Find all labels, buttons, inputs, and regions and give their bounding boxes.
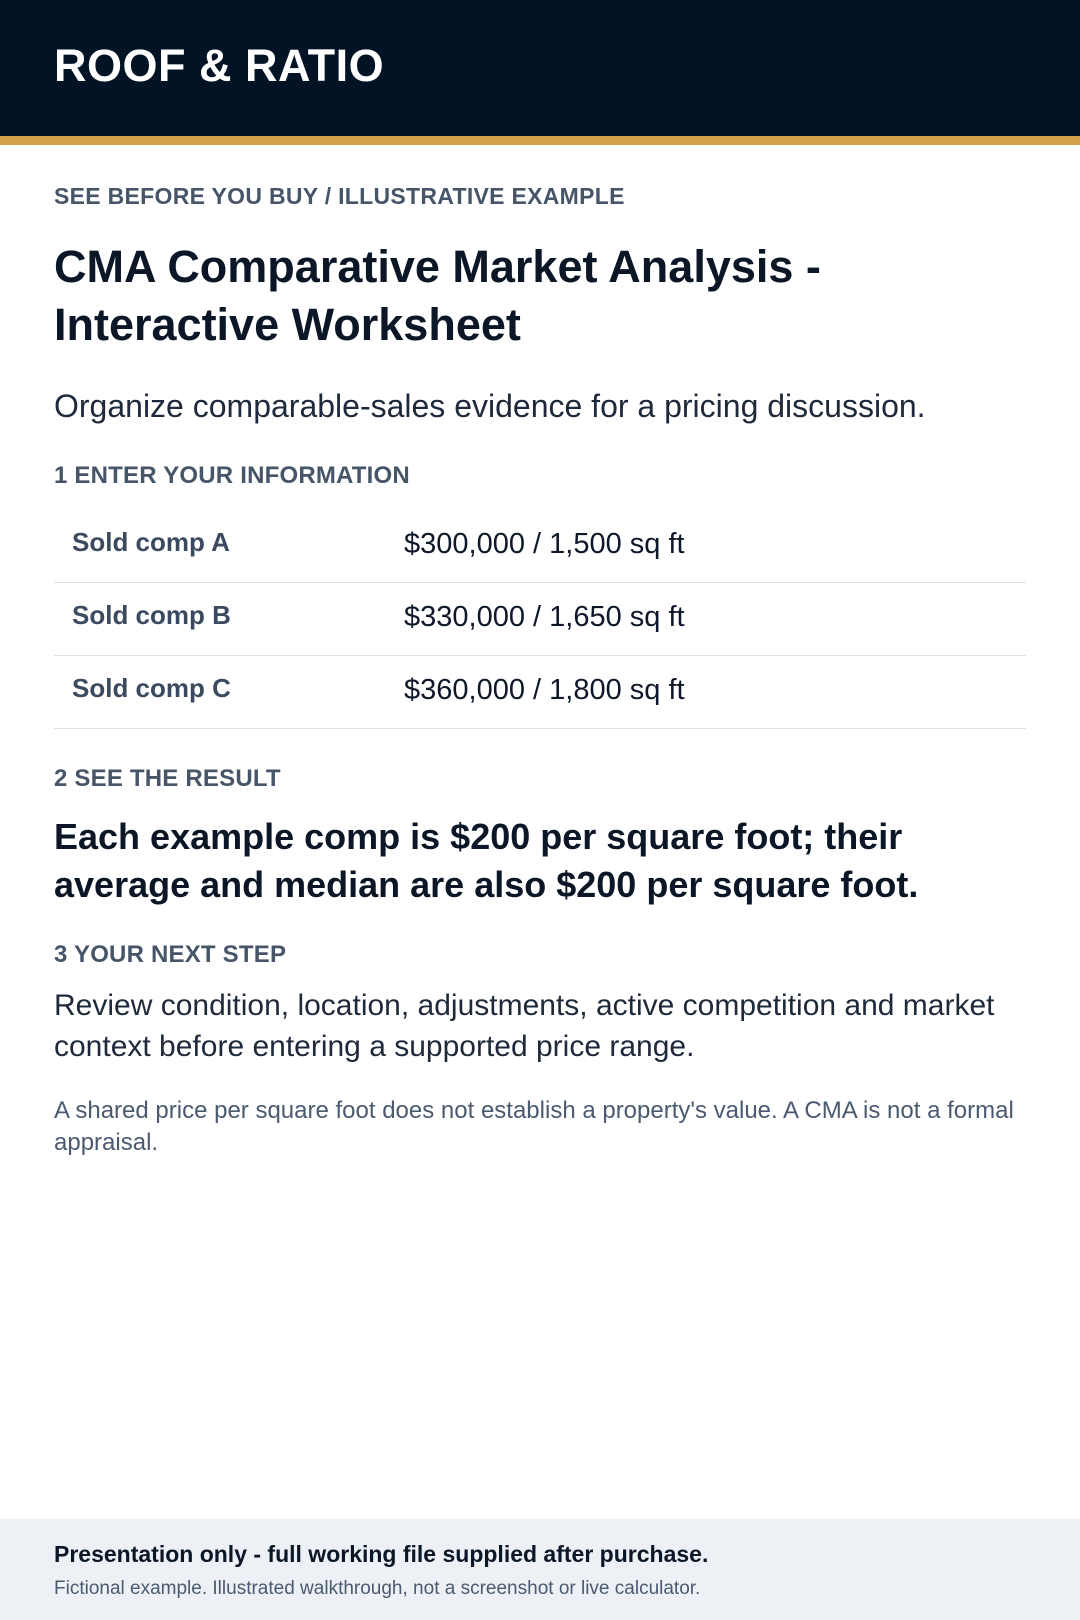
header [0,0,1080,136]
brand-logo-text: ROOF & RATIO [54,40,385,91]
section-3-label: 3 YOUR NEXT STEP [54,941,287,968]
footer-main-text: Presentation only - full working file supplied after purchase. [54,1541,709,1567]
comp-value: $330,000 / 1,650 sq ft [404,600,685,633]
comp-label: Sold comp B [72,599,231,630]
page-title: CMA Comparative Market Analysis - Interactive Worksheet [54,241,821,350]
comps-table [54,510,1026,729]
eyebrow-label: SEE BEFORE YOU BUY / ILLUSTRATIVE EXAMPLE [54,183,625,209]
header-accent-bar [0,136,1080,145]
result-text: Each example comp is $200 per square foot; their average and median are also $200 per square foot. [54,816,919,905]
main-content [0,183,1080,1159]
section-2-label: 2 SEE THE RESULT [54,765,281,792]
comp-row-b [54,583,1026,656]
disclaimer-text: A shared price per square foot does not establish a property's value. A CMA is not a formal appraisal. [54,1097,1014,1156]
comp-label: Sold comp C [72,672,231,703]
section-1-label: 1 ENTER YOUR INFORMATION [54,462,410,489]
footer-sub-text: Fictional example. Illustrated walkthrough, not a screenshot or live calculator. [54,1578,701,1599]
comp-value: $300,000 / 1,500 sq ft [404,527,685,560]
comp-row-a [54,510,1026,583]
comp-row-c [54,656,1026,729]
comp-label: Sold comp A [72,526,230,557]
page-subtitle: Organize comparable-sales evidence for a pricing discussion. [54,388,926,424]
comp-value: $360,000 / 1,800 sq ft [404,673,685,706]
footer [0,1519,1080,1620]
next-step-text: Review condition, location, adjustments, active competition and market context before entering a supported price range. [54,989,995,1063]
